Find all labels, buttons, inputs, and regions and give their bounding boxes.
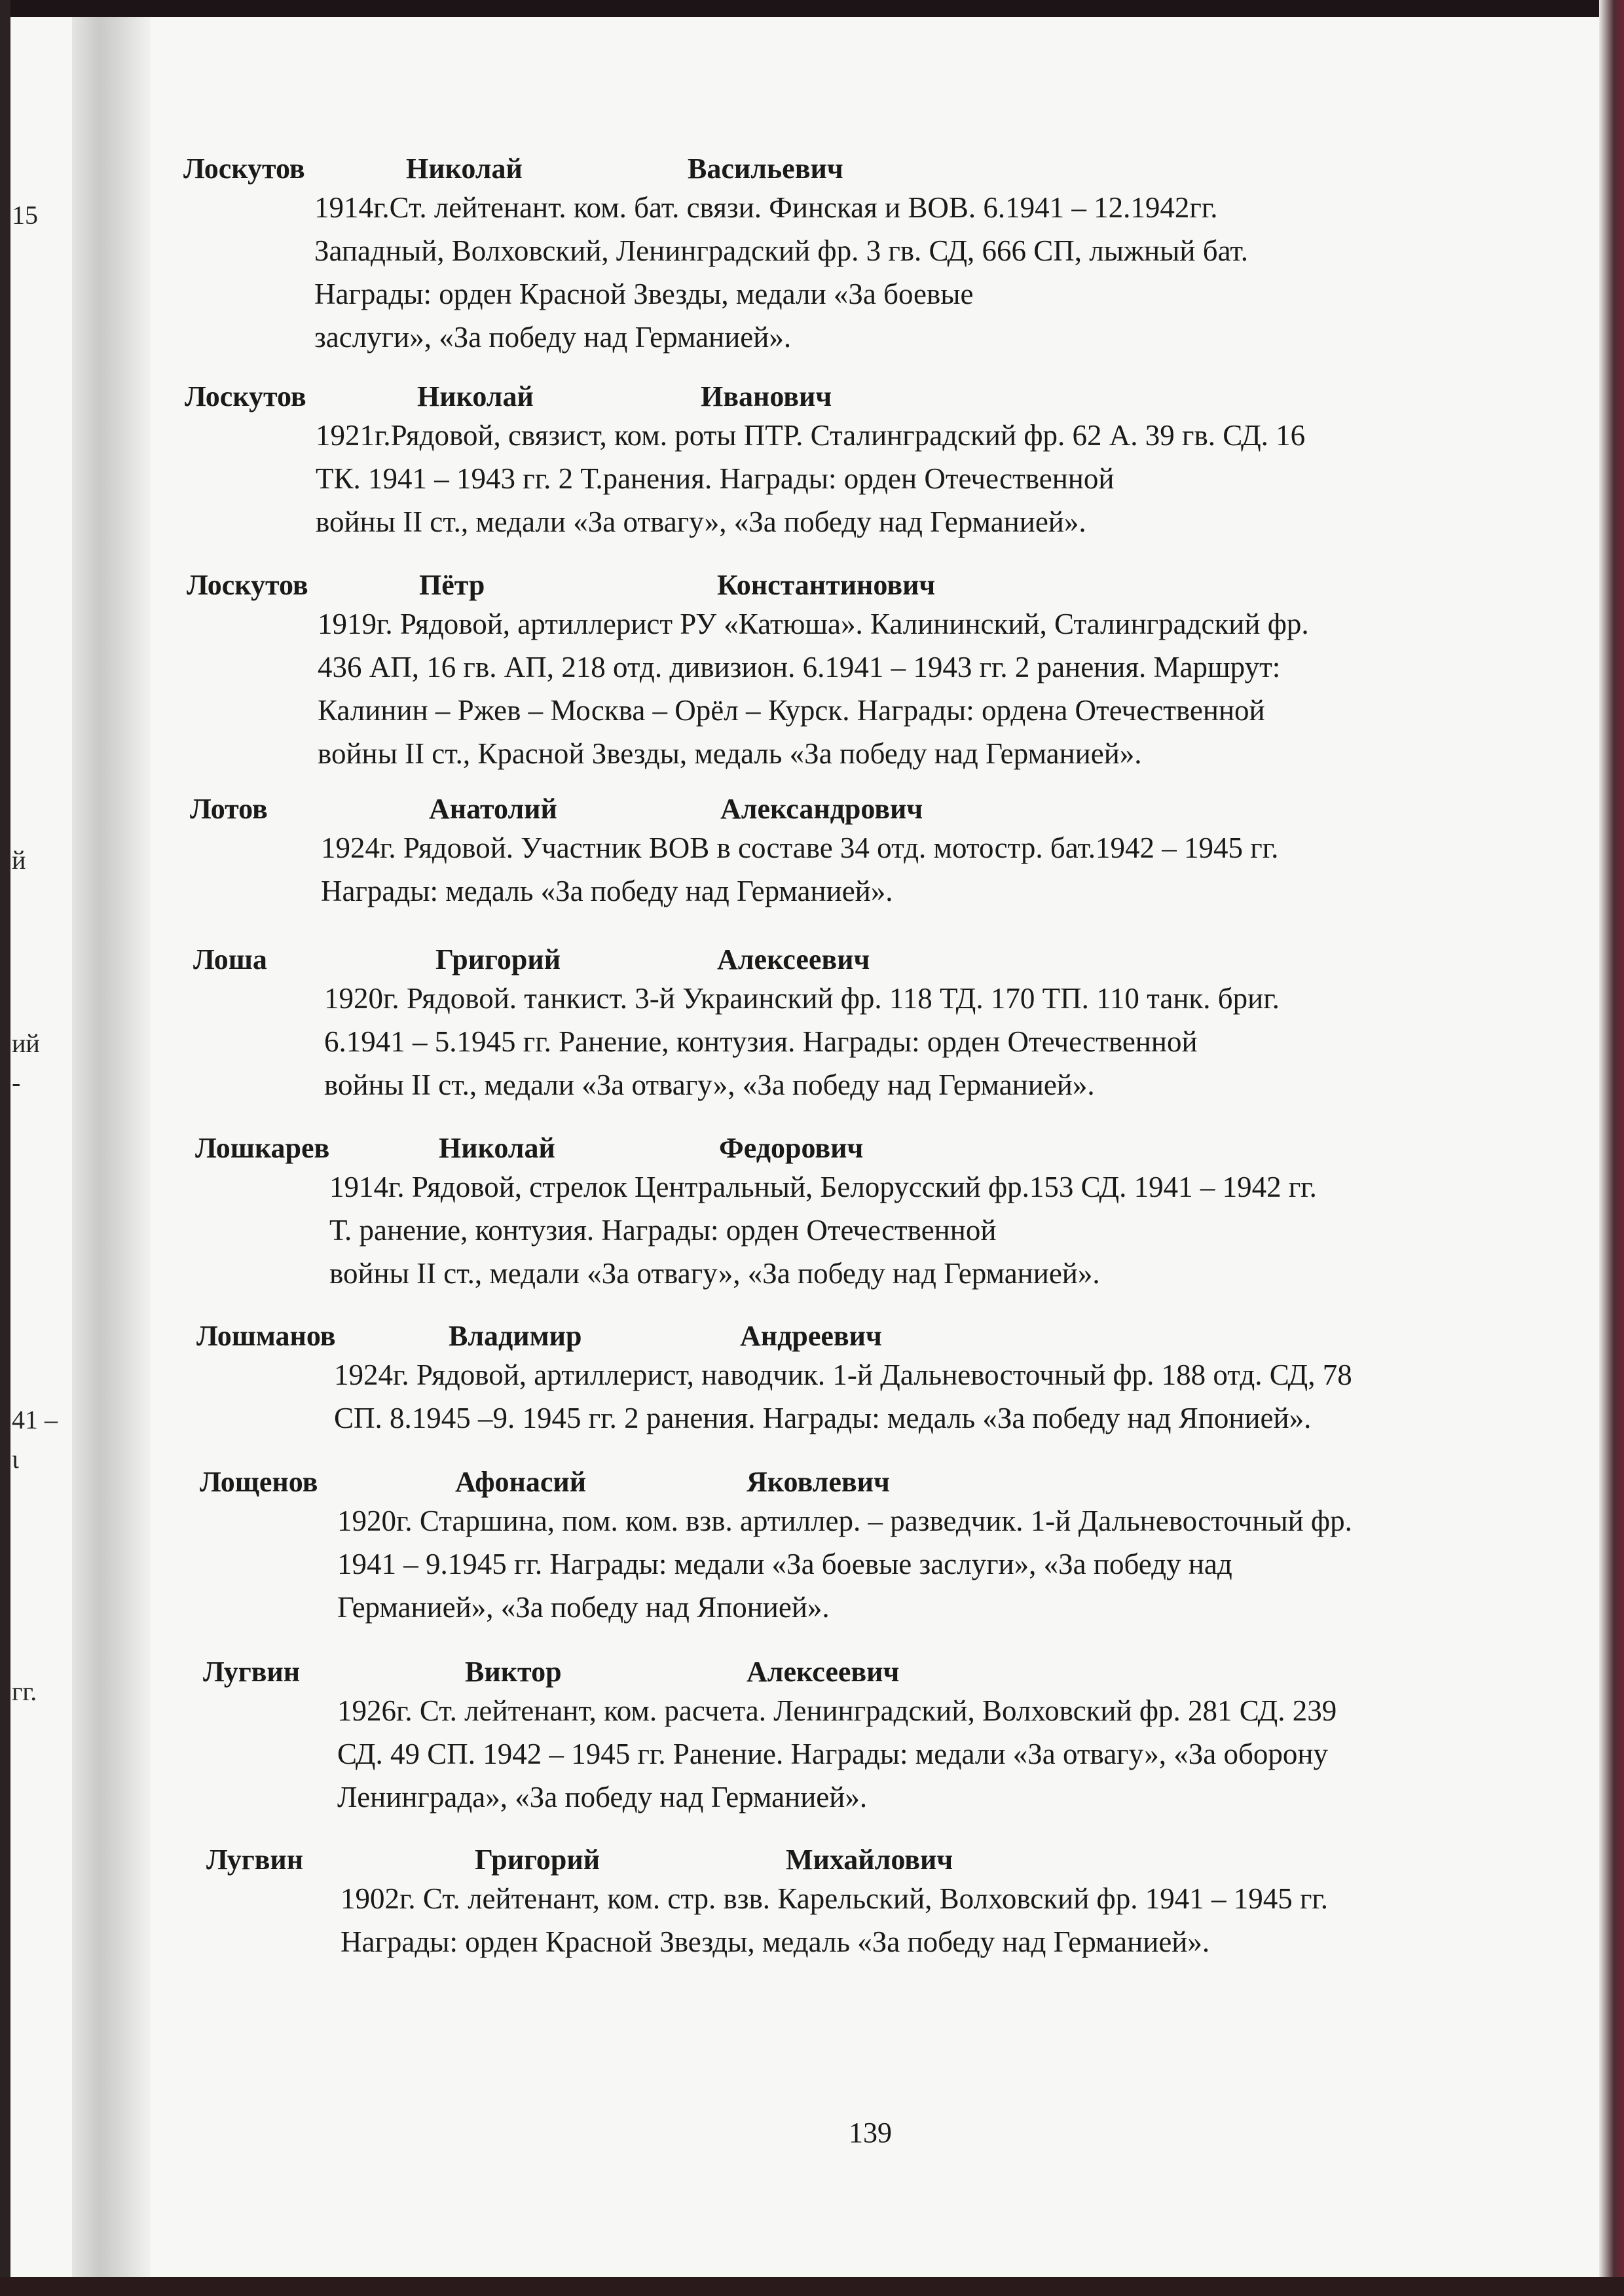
patronymic: Алексеевич bbox=[747, 1656, 900, 1688]
biography-entry bbox=[185, 380, 1560, 543]
first-name: Афонасий bbox=[455, 1466, 587, 1498]
surname: Лоскутов bbox=[187, 569, 308, 601]
biography-text: 1920г. Рядовой. танкист. 3-й Украинский фр. 118 ТД. 170 ТП. 110 танк. бриг. 6.1941 – 5.1945 гг. Ранение, контузия. Награды: орден Отечественной войны II ст., медали «За отвагу», «За победу над Германией». bbox=[324, 982, 1280, 1101]
patronymic: Константинович bbox=[717, 569, 936, 601]
surname: Лощенов bbox=[200, 1466, 318, 1498]
biography-entry bbox=[187, 568, 1562, 775]
person-name bbox=[183, 152, 1559, 189]
person-name bbox=[187, 568, 1562, 605]
first-name: Пётр bbox=[419, 569, 485, 601]
person-name bbox=[206, 1843, 1581, 1880]
patronymic: Федорович bbox=[719, 1132, 864, 1164]
surname: Лошманов bbox=[196, 1320, 336, 1352]
surname: Лотов bbox=[190, 793, 268, 825]
person-name bbox=[185, 380, 1560, 416]
first-name: Анатолий bbox=[429, 793, 557, 825]
surname: Лугвин bbox=[206, 1844, 304, 1876]
scan-border-left bbox=[0, 0, 10, 2296]
biography-entry bbox=[183, 152, 1559, 359]
surname: Лугвин bbox=[203, 1656, 301, 1688]
facing-page-fragment: 41 – bbox=[12, 1405, 58, 1434]
biography-entry bbox=[195, 1131, 1570, 1295]
biography-text: 1921г.Рядовой, связист, ком. роты ПТР. Сталинградский фр. 62 А. 39 гв. СД. 16 ТК. 1941 – 1943 гг. 2 Т.ранения. Награды: орден Отечественной войны II ст., медали «За отвагу», «За победу над Германией». bbox=[316, 419, 1306, 538]
person-name bbox=[203, 1655, 1578, 1692]
person-name bbox=[200, 1465, 1575, 1502]
scan-border-right bbox=[1599, 0, 1624, 2296]
biography-text: 1924г. Рядовой. Участник ВОВ в составе 34 отд. мотостр. бат.1942 – 1945 гг. Награды: медаль «За победу над Германией». bbox=[321, 831, 1279, 907]
patronymic: Александрович bbox=[720, 793, 923, 825]
person-name bbox=[190, 792, 1565, 829]
person-name bbox=[195, 1131, 1570, 1168]
patronymic: Иванович bbox=[701, 380, 832, 412]
facing-page-fragment: 15 bbox=[12, 200, 38, 230]
scan-border-bottom bbox=[0, 2277, 1624, 2296]
biography-text: 1919г. Рядовой, артиллерист РУ «Катюша». Калининский, Сталинградский фр. 436 АП, 16 гв. АП, 218 отд. дивизион. 6.1941 – 1943 гг. 2 ранения. Маршрут: Калинин – Ржев – Москва – Орёл – Курск. Награды: ордена Отечественной войны II ст., Красной Звезды, медаль «За победу над Германией». bbox=[318, 608, 1309, 770]
first-name: Николай bbox=[439, 1132, 555, 1164]
biography-entry bbox=[203, 1655, 1578, 1819]
patronymic: Михайлович bbox=[786, 1844, 953, 1876]
scan-border-top bbox=[0, 0, 1624, 17]
surname: Лоша bbox=[193, 943, 267, 975]
first-name: Григорий bbox=[475, 1844, 600, 1876]
biography-text: 1914г. Рядовой, стрелок Центральный, Белорусский фр.153 СД. 1941 – 1942 гг. Т. ранение, контузия. Награды: орден Отечественной войны II ст., медали «За отвагу», «За победу над Германией». bbox=[329, 1171, 1317, 1290]
page-number: 139 bbox=[849, 2117, 892, 2149]
person-name bbox=[196, 1319, 1572, 1356]
facing-page-fragment: гг. bbox=[12, 1677, 37, 1706]
biography-text: 1902г. Ст. лейтенант, ком. стр. взв. Карельский, Волховский фр. 1941 – 1945 гг. Награды: орден Красной Звезды, медаль «За победу над Германией». bbox=[341, 1882, 1329, 1958]
biography-entry bbox=[200, 1465, 1575, 1629]
first-name: Николай bbox=[406, 153, 523, 185]
book-gutter-shadow bbox=[72, 17, 151, 2277]
facing-page-fragment: й bbox=[12, 845, 26, 875]
surname: Лоскутов bbox=[185, 380, 306, 412]
facing-page-fragment: ι bbox=[12, 1444, 19, 1474]
biography-text: 1924г. Рядовой, артиллерист, наводчик. 1-й Дальневосточный фр. 188 отд. СД, 78 СП. 8.1945 –9. 1945 гг. 2 ранения. Награды: медаль «За победу над Японией». bbox=[334, 1358, 1352, 1434]
patronymic: Васильевич bbox=[688, 153, 843, 185]
surname: Лошкарев bbox=[195, 1132, 330, 1164]
biography-entry bbox=[206, 1843, 1581, 1963]
person-name bbox=[193, 943, 1568, 979]
biography-entry bbox=[196, 1319, 1572, 1440]
facing-page-fragment: ий bbox=[12, 1029, 40, 1058]
biography-text: 1926г. Ст. лейтенант, ком. расчета. Ленинградский, Волховский фр. 281 СД. 239 СД. 49 СП. 1942 – 1945 гг. Ранение. Награды: медали «За отвагу», «За оборону Ленинграда», «За победу над Германией». bbox=[337, 1694, 1337, 1813]
biography-entry bbox=[193, 943, 1568, 1106]
first-name: Виктор bbox=[465, 1656, 562, 1688]
facing-page-fragment: - bbox=[12, 1068, 21, 1097]
patronymic: Андреевич bbox=[740, 1320, 882, 1352]
biography-text: 1914г.Ст. лейтенант. ком. бат. связи. Финская и ВОВ. 6.1941 – 12.1942гг. Западный, Волховский, Ленинградский фр. 3 гв. СД, 666 СП, лыжный бат. Награды: орден Красной Звезды, медали «За боевые заслуги», «За победу над Германией». bbox=[314, 191, 1248, 354]
patronymic: Алексеевич bbox=[717, 943, 870, 975]
first-name: Николай bbox=[417, 380, 534, 412]
first-name: Владимир bbox=[449, 1320, 582, 1352]
biography-entry bbox=[190, 792, 1565, 913]
biography-text: 1920г. Старшина, пом. ком. взв. артиллер. – разведчик. 1-й Дальневосточный фр. 1941 – 9.1945 гг. Награды: медали «За боевые заслуги», «За победу над Германией», «За победу над Японией». bbox=[337, 1504, 1352, 1624]
patronymic: Яковлевич bbox=[747, 1466, 890, 1498]
surname: Лоскутов bbox=[183, 153, 305, 185]
first-name: Григорий bbox=[435, 943, 561, 975]
